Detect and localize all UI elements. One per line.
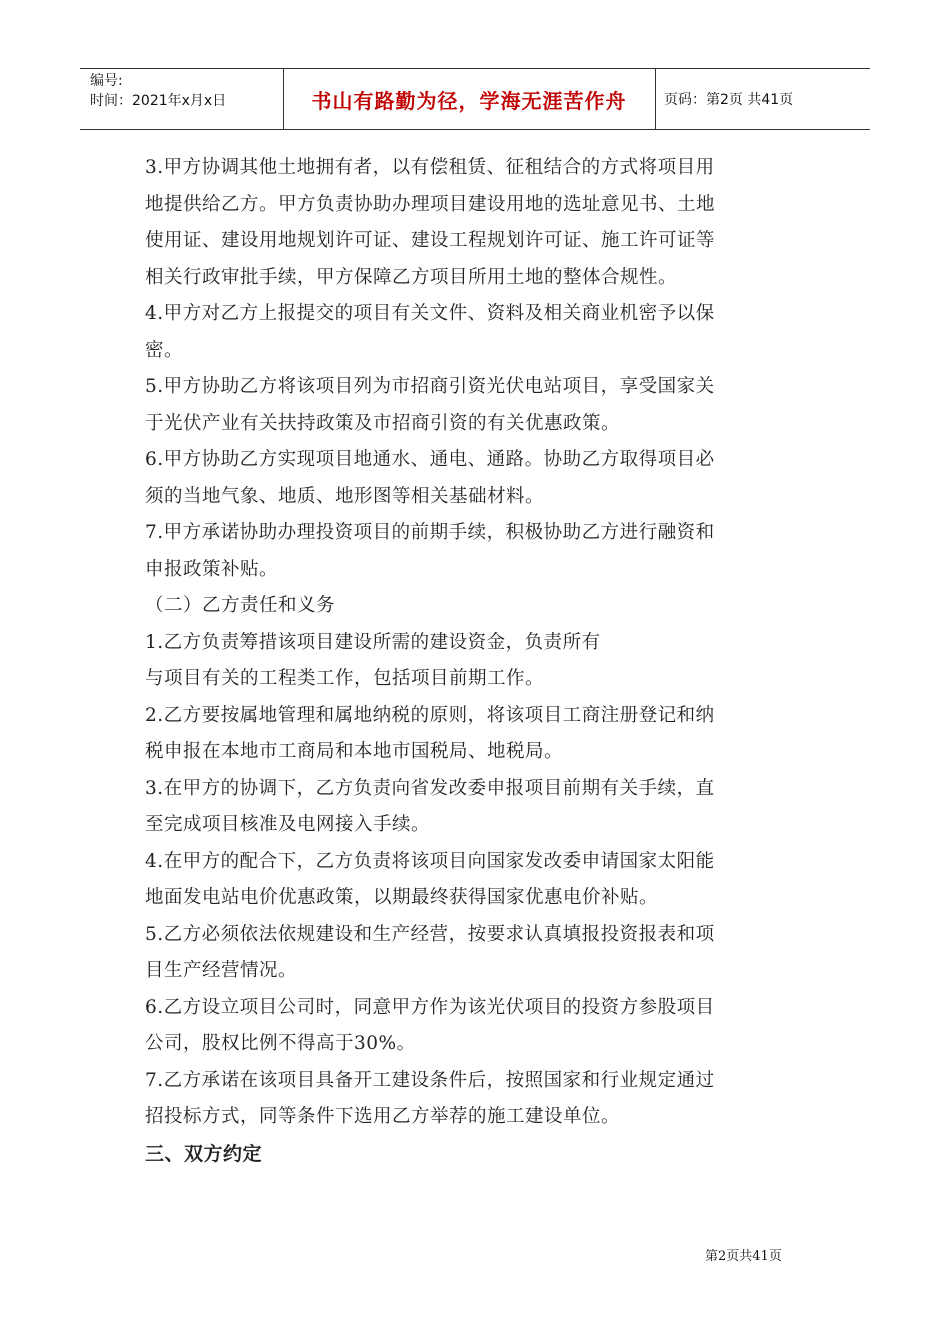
body-line: 3.在甲方的协调下，乙方负责向省发改委申报项目前期有关手续，直 — [145, 777, 715, 799]
body-line: 7.乙方承诺在该项目具备开工建设条件后，按照国家和行业规定通过 — [145, 1069, 715, 1091]
header-motto: 书山有路勤为径，学海无涯苦作舟 — [311, 88, 627, 113]
body-line: 与项目有关的工程类工作，包括项目前期工作。 — [145, 668, 545, 689]
document-body — [145, 150, 810, 1172]
body-line: 使用证、建设用地规划许可证、建设工程规划许可证、施工许可证等 — [145, 230, 716, 251]
page-footer: 第2页共41页 — [705, 1249, 782, 1264]
header-page-number: 页码：第2页 共41页 — [664, 92, 794, 108]
body-line: 4.甲方对乙方上报提交的项目有关文件、资料及相关商业机密予以保 — [145, 303, 715, 324]
page-header — [80, 68, 870, 130]
body-line: 相关行政审批手续，甲方保障乙方项目所用土地的整体合规性。 — [145, 266, 678, 288]
section-heading: 三、双方约定 — [145, 1142, 263, 1165]
body-line: 7.甲方承诺协助办理投资项目的前期手续，积极协助乙方进行融资和 — [145, 522, 715, 543]
body-line: 至完成项目核准及电网接入手续。 — [145, 814, 431, 835]
body-line: 招投标方式，同等条件下选用乙方举荐的施工建设单位。 — [145, 1106, 621, 1127]
body-line: 2.乙方要按属地管理和属地纳税的原则，将该项目工商注册登记和纳 — [145, 704, 715, 726]
body-line: 6.甲方协助乙方实现项目地通水、通电、通路。协助乙方取得项目必 — [145, 449, 715, 470]
body-line: 5.甲方协助乙方将该项目列为市招商引资光伏电站项目，享受国家关 — [145, 376, 715, 397]
body-line: 3.甲方协调其他土地拥有者，以有偿租赁、征租结合的方式将项目用 — [145, 157, 715, 178]
header-meta — [90, 71, 226, 111]
body-line: 1.乙方负责筹措该项目建设所需的建设资金，负责所有 — [145, 631, 601, 653]
body-line: 5.乙方必须依法依规建设和生产经营，按要求认真填报投资报表和项 — [145, 923, 715, 945]
body-line: 申报政策补贴。 — [145, 558, 279, 580]
header-number: 编号: — [90, 73, 123, 89]
subsection-heading: （二）乙方责任和义务 — [145, 595, 336, 616]
body-line: 密。 — [145, 339, 184, 361]
body-line: 地面发电站电价优惠政策，以期最终获得国家优惠电价补贴。 — [145, 887, 659, 908]
body-line: 目生产经营情况。 — [145, 960, 298, 981]
body-line: 须的当地气象、地质、地形图等相关基础材料。 — [145, 485, 545, 507]
body-line: 税申报在本地市工商局和本地市国税局、地税局。 — [145, 741, 564, 762]
header-time: 时间：2021年x月x日 — [90, 93, 227, 109]
body-line: 6.乙方设立项目公司时，同意甲方作为该光伏项目的投资方参股项目 — [145, 996, 715, 1018]
body-line: 于光伏产业有关扶持政策及市招商引资的有关优惠政策。 — [145, 412, 621, 434]
body-line: 公司，股权比例不得高于30%。 — [145, 1033, 416, 1054]
body-line: 地提供给乙方。甲方负责协助办理项目建设用地的选址意见书、土地 — [145, 193, 716, 215]
header-divider-right — [655, 68, 656, 130]
body-line: 4.在甲方的配合下，乙方负责将该项目向国家发改委申请国家太阳能 — [145, 850, 715, 872]
